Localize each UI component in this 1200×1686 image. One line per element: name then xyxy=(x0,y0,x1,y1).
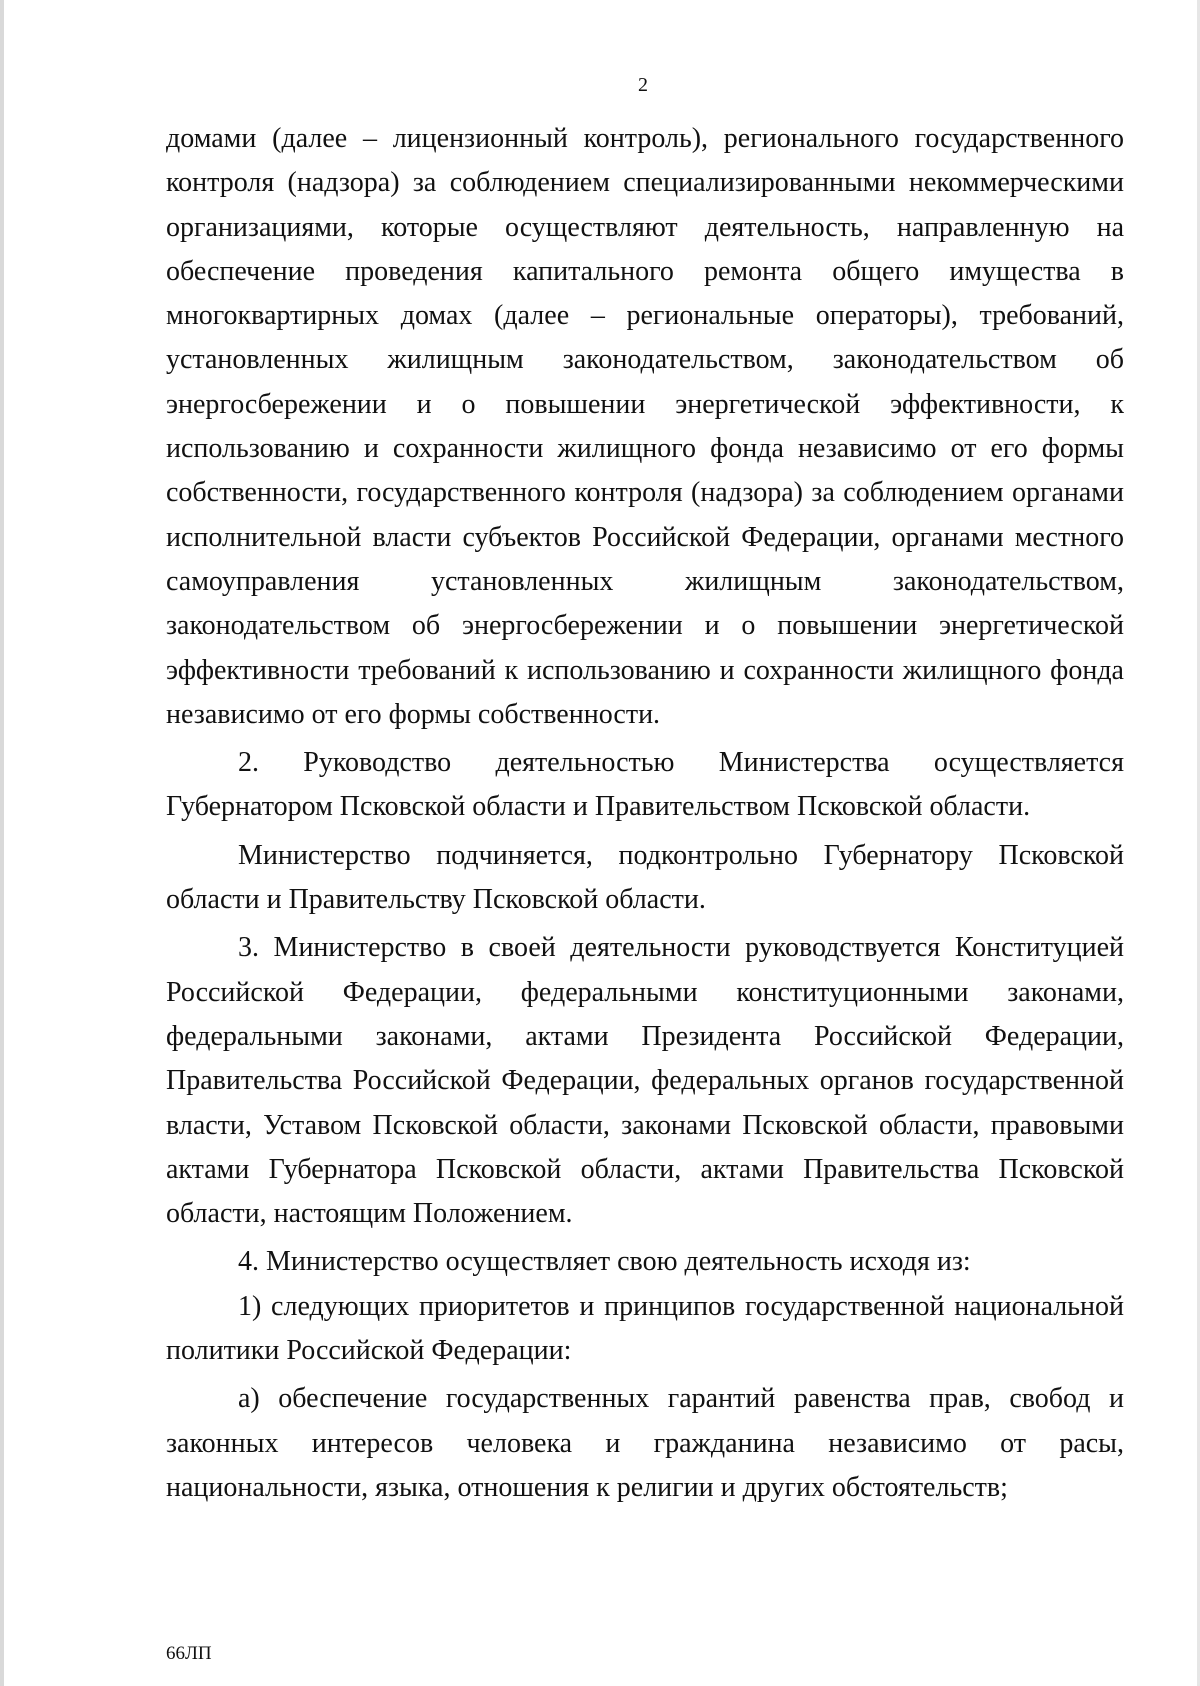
scan-edge-left xyxy=(0,0,4,1686)
paragraph-subordination: Министерство подчиняется, подконтрольно Губернатору Псковской области и Правительству Псковской области. xyxy=(166,839,1124,916)
paragraph-item-3: 3. Министерство в своей деятельности руководствуется Конституцией Российской Федерации, федеральными конституционными законами, федеральными законами, актами Президента Российской Федерации, Правительства Российской Федерации, федеральных органов государственной власти, Уставом Псковской области, законами Псковской области, правовыми актами Губернатора Псковской области, актами Правительства Псковской области, настоящим Положением. xyxy=(166,932,1124,1230)
footer-document-code: 66ЛП xyxy=(166,1643,212,1664)
paragraph-continuation: домами (далее – лицензионный контроль), регионального государственного контроля (надзора) за соблюдением специализированными некоммерческими организациями, которые осуществляют деятельность, направленную на обеспечение проведения капитального ремонта общего имущества в многоквартирных домах (далее – региональные операторы), требований, установленных жилищным законодательством, законодательством об энергосбережении и о повышении энергетической эффективности, к использованию и сохранности жилищного фонда независимо от его формы собственности, государственного контроля (надзора) за соблюдением органами исполнительной власти субъектов Российской Федерации, органами местного самоуправления установленных жилищным законодательством, законодательством об энергосбережении и о повышении энергетической эффективности требований к использованию и сохранности жилищного фонда независимо от его формы собственности. xyxy=(166,123,1124,730)
document-body xyxy=(166,117,1124,1510)
page-number: 2 xyxy=(638,74,648,96)
paragraph-item-4: 4. Министерство осуществляет свою деятельность исходя из: xyxy=(238,1246,971,1278)
paragraph-item-2: 2. Руководство деятельностью Министерства осуществляется Губернатором Псковской области и Правительством Псковской области. xyxy=(166,747,1124,823)
paragraph-subitem-1: 1) следующих приоритетов и принципов государственной национальной политики Российской Федерации: xyxy=(166,1290,1124,1367)
paragraph-subitem-a: а) обеспечение государственных гарантий равенства прав, свобод и законных интересов человека и гражданина независимо от расы, национальности, языка, отношения к религии и других обстоятельств; xyxy=(166,1383,1124,1503)
